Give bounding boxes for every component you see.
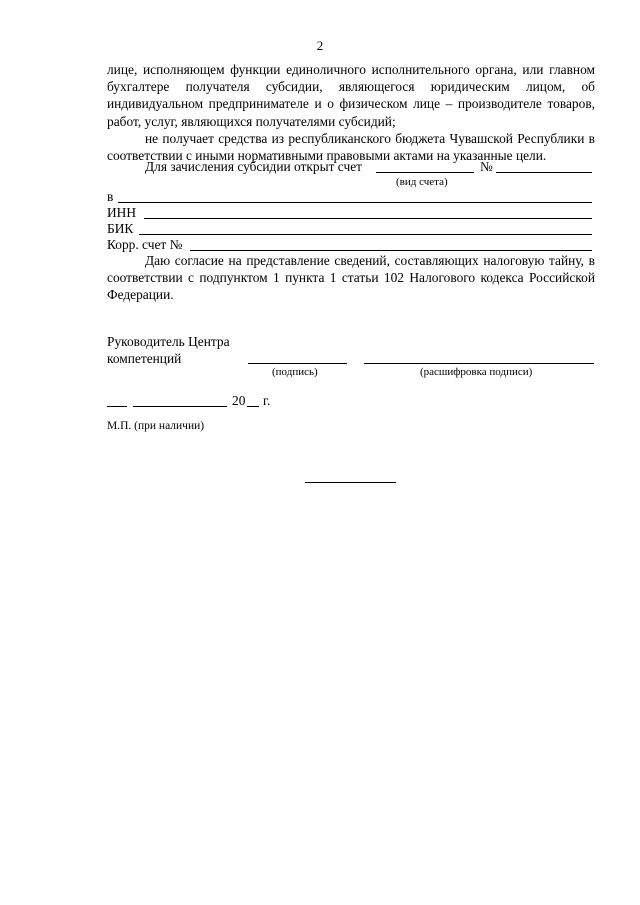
bik-field[interactable] (139, 234, 592, 235)
signer-title-line2: компетенций (107, 351, 182, 366)
signature-decode-field[interactable] (364, 363, 594, 364)
account-label: Для зачисления субсидии открыт счет (145, 159, 363, 174)
paragraph-recipient-info: лице, исполняющем функции единоличного исполнительного органа, или главном бухгалтере получателя субсидии, являющегося юридическим лицом, об индивидуальном предпринимателе и о физическом лице – производителе товаров, работ, услуг, являющихся получателями субсидий; (107, 62, 595, 129)
inn-field[interactable] (144, 218, 592, 219)
signature-caption: (подпись) (272, 366, 318, 378)
corr-account-field[interactable] (190, 250, 592, 251)
end-divider (305, 482, 396, 483)
date-day-field[interactable] (107, 406, 127, 407)
date-year-suffix: г. (263, 393, 271, 408)
bik-label: БИК (107, 221, 134, 236)
corr-account-label: Корр. счет № (107, 237, 183, 252)
bank-label: в (107, 189, 114, 204)
stamp-note: М.П. (при наличии) (107, 420, 205, 432)
inn-label: ИНН (107, 205, 137, 220)
account-type-caption: (вид счета) (396, 176, 448, 188)
number-sign: № (480, 159, 493, 174)
signature-decode-caption: (расшифровка подписи) (420, 366, 533, 378)
date-month-field[interactable] (133, 406, 227, 407)
page-number: 2 (316, 38, 324, 53)
date-year-field[interactable] (247, 406, 259, 407)
date-year-prefix: 20 (232, 393, 246, 408)
account-type-field[interactable] (376, 172, 474, 173)
signer-title-line1: Руководитель Центра (107, 334, 230, 349)
paragraph-no-funds: не получает средства из республиканского бюджета Чувашской Республики в соответствии с иными нормативными правовыми актами на указанные цели. (107, 131, 595, 164)
bank-name-field[interactable] (118, 202, 592, 203)
paragraph-consent: Даю согласие на представление сведений, составляющих налоговую тайну, в соответствии с подпунктом 1 пункта 1 статьи 102 Налогового кодекса Российской Федерации. (107, 253, 595, 303)
signature-field[interactable] (248, 363, 347, 364)
account-number-field[interactable] (496, 172, 592, 173)
